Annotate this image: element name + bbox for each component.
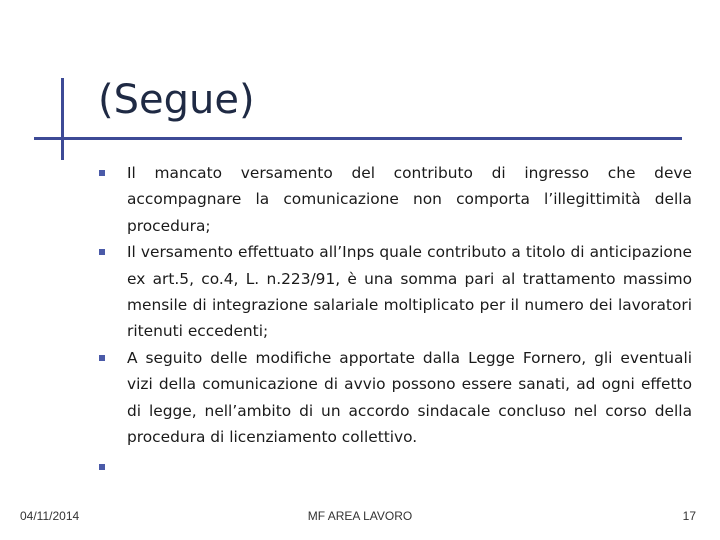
page-number: 17 [682,509,696,523]
square-bullet-icon [99,464,105,470]
decorative-horizontal-line [34,137,682,140]
bullet-list [99,160,692,480]
square-bullet-icon [99,170,105,176]
bullet-text: Il versamento effettuato all’Inps quale contributo a titolo di anticipazione ex art.5, co.4, L. n.223/91, è una somma pari al trattamento massimo mensile di integrazione salariale moltiplicato per il numero dei lavoratori ritenuti eccedenti; [127,243,692,341]
square-bullet-icon [99,249,105,255]
bullet-text: Il mancato versamento del contributo di ingresso che deve accompagnare la comunicazione non comporta l’illegittimità della procedura; [127,164,692,235]
bullet-text: A seguito delle modifiche apportate dalla Legge Fornero, gli eventuali vizi della comunicazione di avvio possono essere sanati, ad ogni effetto di legge, nell’ambito di un accordo sindacale concluso nel corso della procedura di licenziamento collettivo. [127,348,692,447]
bullet-item [99,239,692,345]
square-bullet-icon [99,355,105,361]
footer-date: 04/11/2014 [20,509,80,523]
footer-center-text: MF AREA LAVORO [307,509,413,523]
empty-bullet-item [99,454,692,480]
bullet-item [99,345,692,451]
decorative-vertical-line [61,78,64,160]
bullet-item [99,160,692,239]
slide-title: (Segue) [98,77,255,123]
